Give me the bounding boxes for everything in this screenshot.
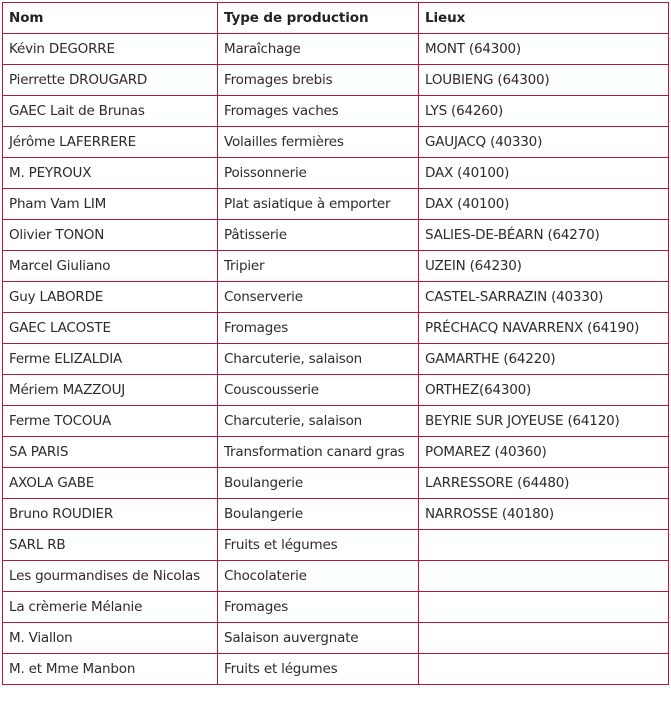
table-row	[3, 375, 669, 406]
header-lieux: Lieux	[419, 3, 669, 34]
cell-nom: Guy LABORDE	[3, 282, 218, 313]
cell-nom: Pierrette DROUGARD	[3, 65, 218, 96]
table-row	[3, 34, 669, 65]
cell-nom: Pham Vam LIM	[3, 189, 218, 220]
header-type-de-production: Type de production	[218, 3, 419, 34]
cell-lieux: MONT (64300)	[419, 34, 669, 65]
cell-lieux: UZEIN (64230)	[419, 251, 669, 282]
header-row	[3, 3, 669, 34]
cell-type-de-production: Chocolaterie	[218, 561, 419, 592]
table-row	[3, 623, 669, 654]
cell-nom: Les gourmandises de Nicolas	[3, 561, 218, 592]
table-row	[3, 530, 669, 561]
cell-type-de-production: Salaison auvergnate	[218, 623, 419, 654]
cell-nom: Kévin DEGORRE	[3, 34, 218, 65]
cell-lieux	[419, 654, 669, 685]
cell-type-de-production: Boulangerie	[218, 468, 419, 499]
cell-type-de-production: Fruits et légumes	[218, 530, 419, 561]
table-row	[3, 158, 669, 189]
cell-lieux: POMAREZ (40360)	[419, 437, 669, 468]
cell-type-de-production: Volailles fermières	[218, 127, 419, 158]
table-row	[3, 468, 669, 499]
cell-type-de-production: Poissonnerie	[218, 158, 419, 189]
cell-nom: SARL RB	[3, 530, 218, 561]
cell-lieux: GAUJACQ (40330)	[419, 127, 669, 158]
cell-type-de-production: Charcuterie, salaison	[218, 344, 419, 375]
cell-type-de-production: Pâtisserie	[218, 220, 419, 251]
cell-lieux: DAX (40100)	[419, 158, 669, 189]
cell-lieux	[419, 592, 669, 623]
cell-type-de-production: Fromages	[218, 313, 419, 344]
cell-lieux: LYS (64260)	[419, 96, 669, 127]
cell-nom: Ferme TOCOUA	[3, 406, 218, 437]
cell-type-de-production: Fruits et légumes	[218, 654, 419, 685]
cell-lieux: BEYRIE SUR JOYEUSE (64120)	[419, 406, 669, 437]
cell-nom: M. Viallon	[3, 623, 218, 654]
cell-nom: GAEC LACOSTE	[3, 313, 218, 344]
cell-nom: Bruno ROUDIER	[3, 499, 218, 530]
cell-lieux: GAMARTHE (64220)	[419, 344, 669, 375]
cell-type-de-production: Charcuterie, salaison	[218, 406, 419, 437]
table-row	[3, 592, 669, 623]
cell-type-de-production: Fromages vaches	[218, 96, 419, 127]
cell-nom: AXOLA GABE	[3, 468, 218, 499]
table-row	[3, 251, 669, 282]
cell-nom: Ferme ELIZALDIA	[3, 344, 218, 375]
cell-lieux: PRÉCHACQ NAVARRENX (64190)	[419, 313, 669, 344]
table-row	[3, 65, 669, 96]
cell-nom: M. PEYROUX	[3, 158, 218, 189]
cell-lieux	[419, 623, 669, 654]
table-row	[3, 344, 669, 375]
cell-lieux: LARRESSORE (64480)	[419, 468, 669, 499]
table-row	[3, 437, 669, 468]
table-row	[3, 282, 669, 313]
cell-type-de-production: Maraîchage	[218, 34, 419, 65]
cell-lieux: ORTHEZ(64300)	[419, 375, 669, 406]
cell-lieux	[419, 530, 669, 561]
producers-table	[2, 2, 669, 685]
cell-nom: Mériem MAZZOUJ	[3, 375, 218, 406]
table-row	[3, 220, 669, 251]
cell-nom: Jérôme LAFERRERE	[3, 127, 218, 158]
cell-nom: M. et Mme Manbon	[3, 654, 218, 685]
table-row	[3, 127, 669, 158]
cell-nom: La crèmerie Mélanie	[3, 592, 218, 623]
cell-type-de-production: Fromages brebis	[218, 65, 419, 96]
header-nom: Nom	[3, 3, 218, 34]
cell-lieux: CASTEL-SARRAZIN (40330)	[419, 282, 669, 313]
table-row	[3, 96, 669, 127]
cell-nom: Marcel Giuliano	[3, 251, 218, 282]
cell-nom: GAEC Lait de Brunas	[3, 96, 218, 127]
table-row	[3, 189, 669, 220]
cell-lieux: LOUBIENG (64300)	[419, 65, 669, 96]
cell-type-de-production: Conserverie	[218, 282, 419, 313]
table-body	[3, 34, 669, 685]
cell-type-de-production: Couscousserie	[218, 375, 419, 406]
cell-type-de-production: Plat asiatique à emporter	[218, 189, 419, 220]
cell-type-de-production: Boulangerie	[218, 499, 419, 530]
cell-type-de-production: Fromages	[218, 592, 419, 623]
cell-type-de-production: Transformation canard gras	[218, 437, 419, 468]
cell-type-de-production: Tripier	[218, 251, 419, 282]
cell-nom: Olivier TONON	[3, 220, 218, 251]
cell-lieux: NARROSSE (40180)	[419, 499, 669, 530]
table-row	[3, 561, 669, 592]
table-row	[3, 499, 669, 530]
table-row	[3, 406, 669, 437]
cell-lieux	[419, 561, 669, 592]
table-row	[3, 313, 669, 344]
cell-lieux: DAX (40100)	[419, 189, 669, 220]
table-row	[3, 654, 669, 685]
cell-nom: SA PARIS	[3, 437, 218, 468]
cell-lieux: SALIES-DE-BÉARN (64270)	[419, 220, 669, 251]
